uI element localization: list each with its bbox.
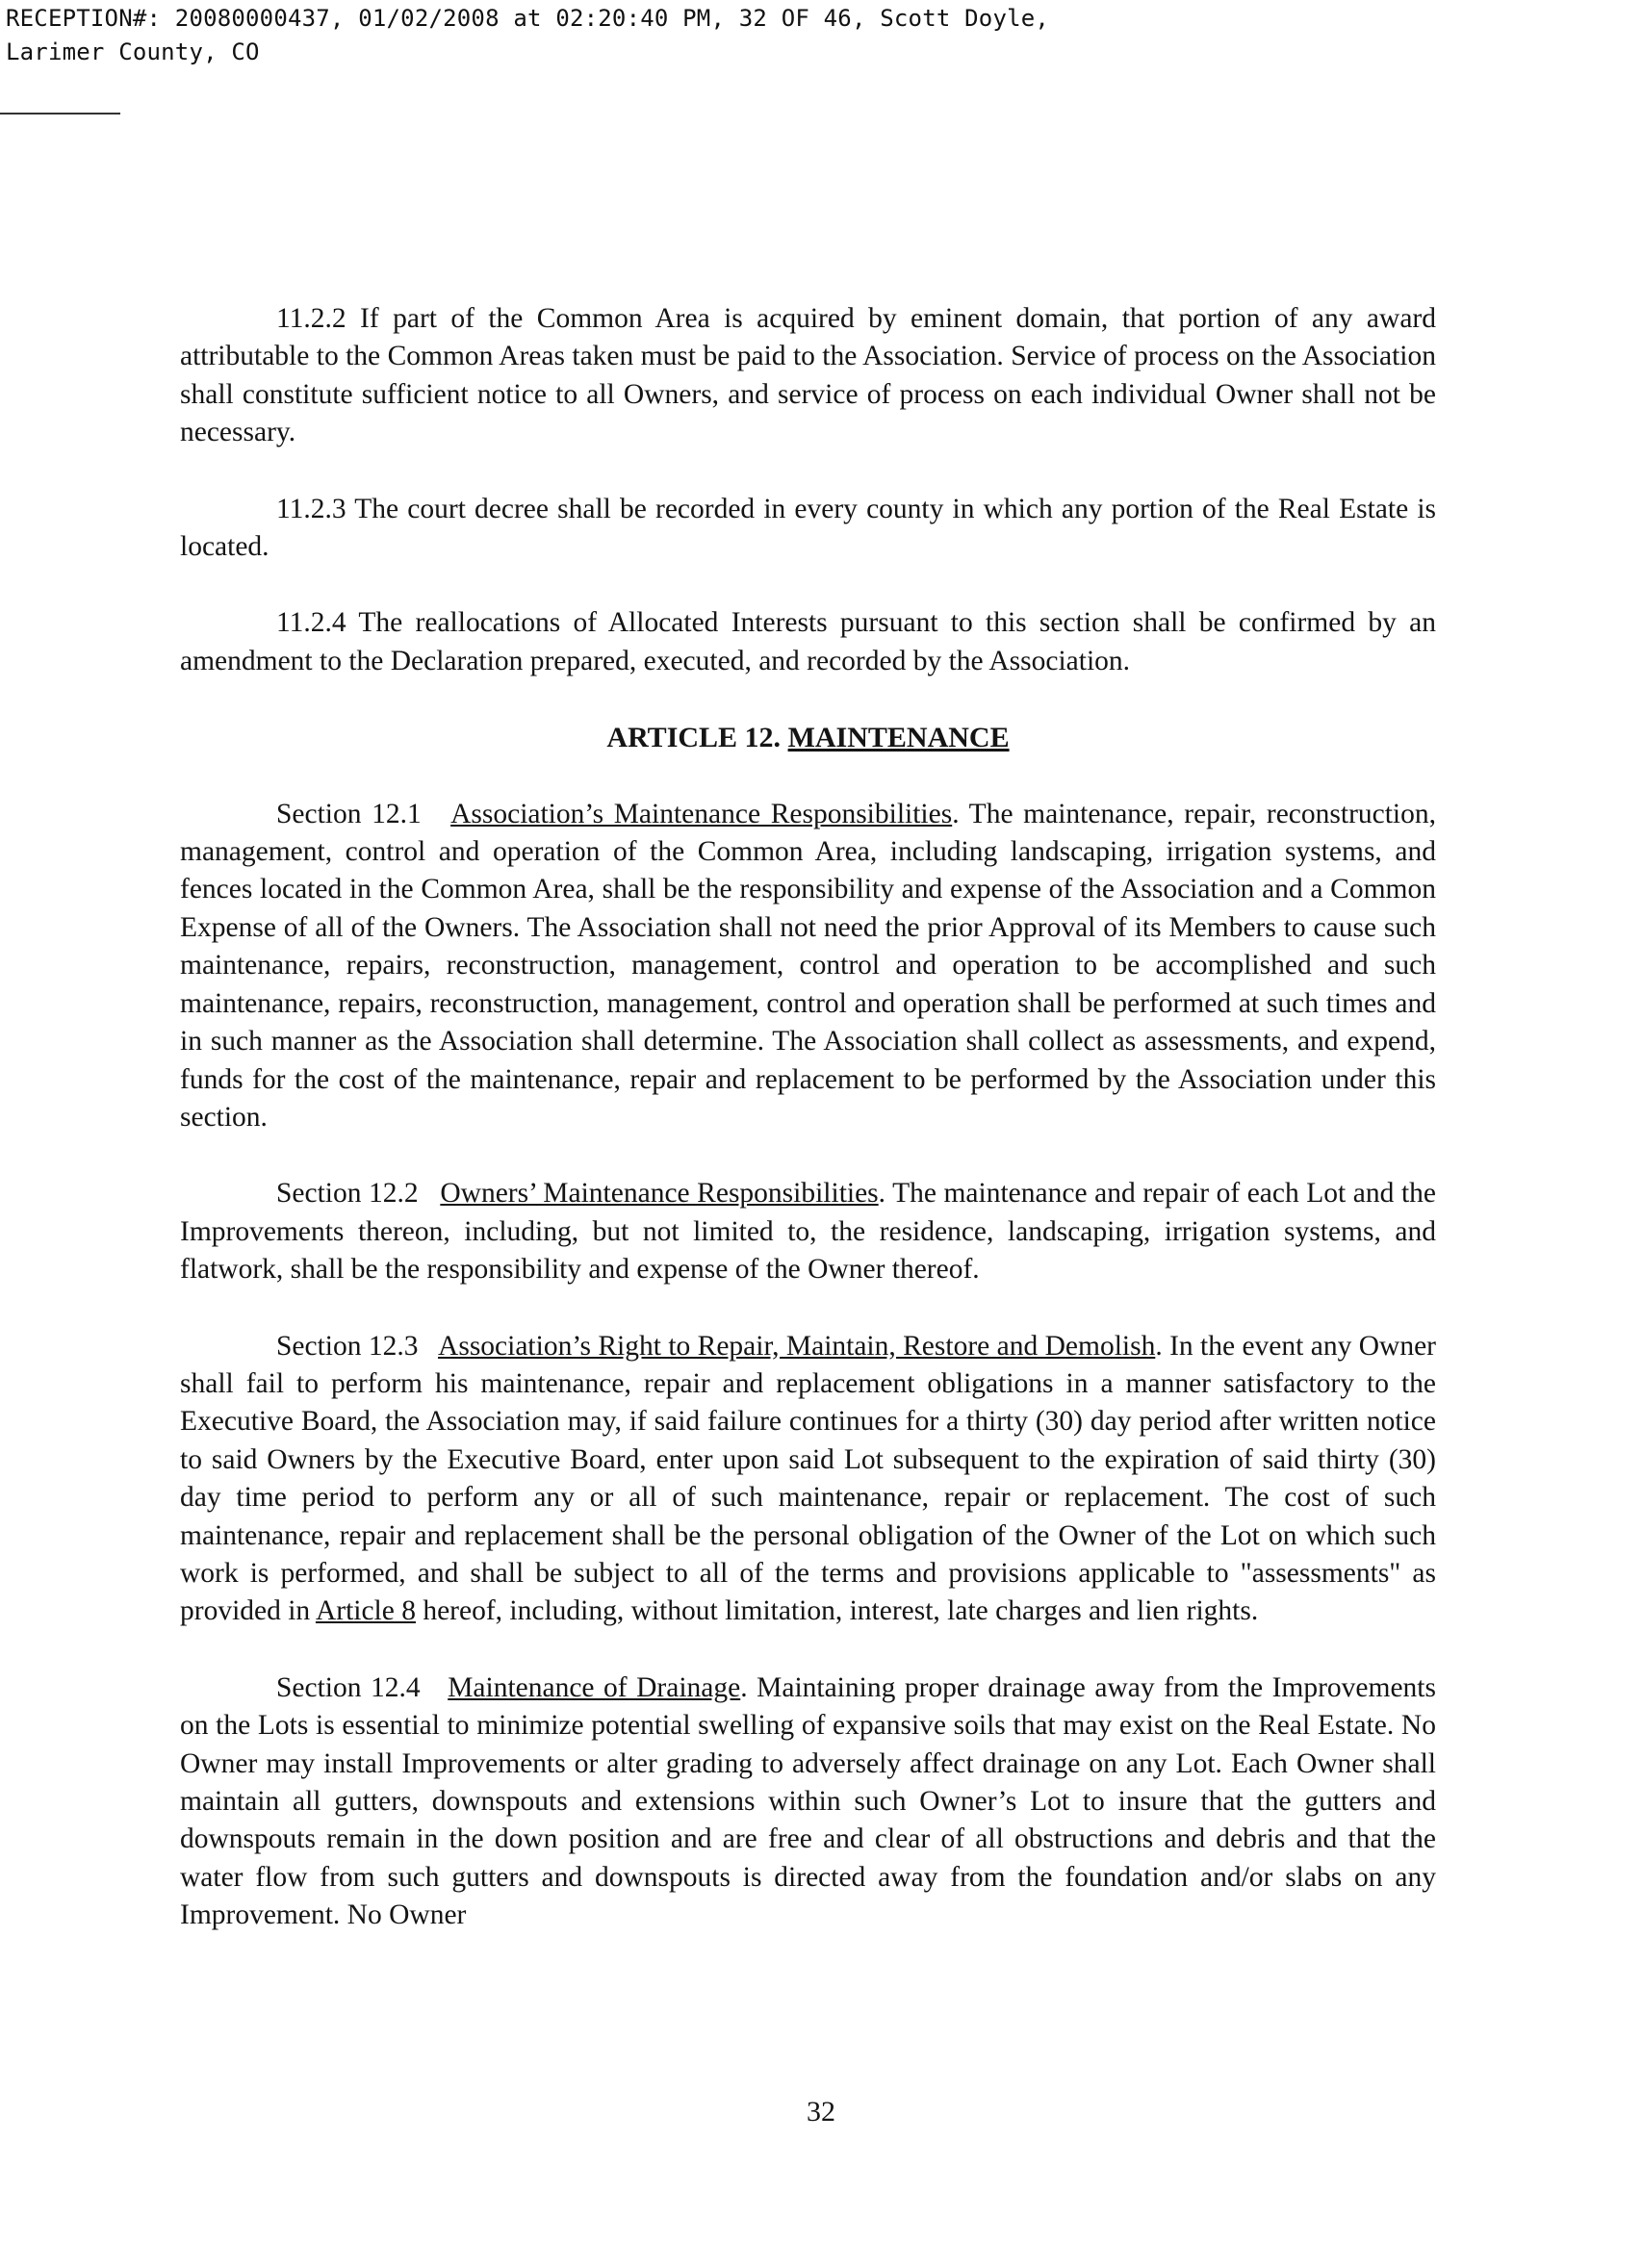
- paragraph-11-2-2: 11.2.2 If part of the Common Area is acquired by eminent domain, that portion of any award attributable to the Common Areas taken must be paid to the Association. Service of process on the Association shall constitute sufficient notice to all Owners, and service of process on each individual Owner shall not be necessary.: [180, 303, 1436, 448]
- paragraph-11-2-4: 11.2.4 The reallocations of Allocated Interests pursuant to this section shall be confirmed by an amendment to the Declaration prepared, executed, and recorded by the Association.: [180, 607, 1436, 676]
- stamp-rule: [0, 113, 120, 115]
- page-number: 32: [807, 2096, 835, 2128]
- article-heading: [180, 719, 1436, 756]
- section-body: . The maintenance and repair of each Lot and the Improvements thereon, including, but not limited to, the residence, landscaping, irrigation systems, and flatwork, shall be the responsibility and expense of the Owner thereof.: [180, 1178, 1436, 1286]
- article-number: ARTICLE 12.: [606, 722, 782, 754]
- article-8-reference: Article 8: [315, 1595, 416, 1627]
- section-body: . Maintaining proper drainage away from the Improvements on the Lots is essential to minimize potential swelling of expansive soils that may exist on the Real Estate. No Owner may install Improvements or alter grading to adversely affect drainage on any Lot. Each Owner shall maintain all gutters, downspouts and extensions within such Owner’s Lot to insure that the gutters and downspouts remain in the down position and are free and clear of all obstructions and debris and that the water flow from such gutters and downspouts is directed away from the foundation and/or slabs on any Improvement. No Owner: [180, 1671, 1436, 1931]
- recording-stamp-line-1: RECEPTION#: 20080000437, 01/02/2008 at 02:20:40 PM, 32 OF 46, Scott Doyle,: [6, 5, 1050, 32]
- section-heading: Maintenance of Drainage: [448, 1671, 741, 1703]
- section-12-2: [180, 1175, 1436, 1288]
- section-body: . In the event any Owner shall fail to perform his maintenance, repair and replacement obligations in a manner satisfactory to the Executive Board, the Association may, if said failure continues for a thirty (30) day period after written notice to said Owners by the Executive Board, enter upon said Lot subsequent to the expiration of said thirty (30) day time period to perform any or all of such maintenance, repair or replacement. The cost of such maintenance, repair and replacement shall be the personal obligation of the Owner of the Lot on which such work is performed, and shall be subject to all of the terms and provisions applicable to "assessments" as provided in: [180, 1330, 1436, 1627]
- section-number: Section 12.1: [276, 798, 422, 829]
- paragraph-11-2-3: 11.2.3 The court decree shall be recorded in every county in which any portion of the Real Estate is located.: [180, 493, 1436, 563]
- article-title: MAINTENANCE: [787, 722, 1010, 754]
- section-body: . The maintenance, repair, reconstruction, management, control and operation of the Common Area, including landscaping, irrigation systems, and fences located in the Common Area, shall be the responsibility and expense of the Association and a Common Expense of all of the Owners. The Association shall not need the prior Approval of its Members to cause such maintenance, repairs, reconstruction, management, control and operation to be accomplished and such maintenance, repairs, reconstruction, management, control and operation shall be performed at such times and in such manner as the Association shall determine. The Association shall collect as assessments, and expend, funds for the cost of the maintenance, repair and replacement to be performed by the Association under this section.: [180, 798, 1437, 1133]
- recording-stamp-line-2: Larimer County, CO: [6, 38, 260, 65]
- section-number: Section 12.2: [276, 1178, 419, 1210]
- section-heading: Owners’ Maintenance Responsibilities: [440, 1178, 879, 1210]
- section-12-4: [180, 1669, 1436, 1935]
- recording-stamp: [6, 2, 1049, 69]
- section-number: Section 12.3: [276, 1330, 419, 1362]
- document-body: [180, 300, 1436, 1974]
- section-body-continued: hereof, including, without limitation, interest, late charges and lien rights.: [415, 1595, 1259, 1627]
- section-12-3: [180, 1328, 1436, 1631]
- section-number: Section 12.4: [276, 1671, 421, 1703]
- section-heading: Association’s Maintenance Responsibilities: [450, 798, 953, 829]
- section-12-1: [180, 796, 1436, 1137]
- section-heading: Association’s Right to Repair, Maintain, Restore and Demolish: [438, 1330, 1156, 1362]
